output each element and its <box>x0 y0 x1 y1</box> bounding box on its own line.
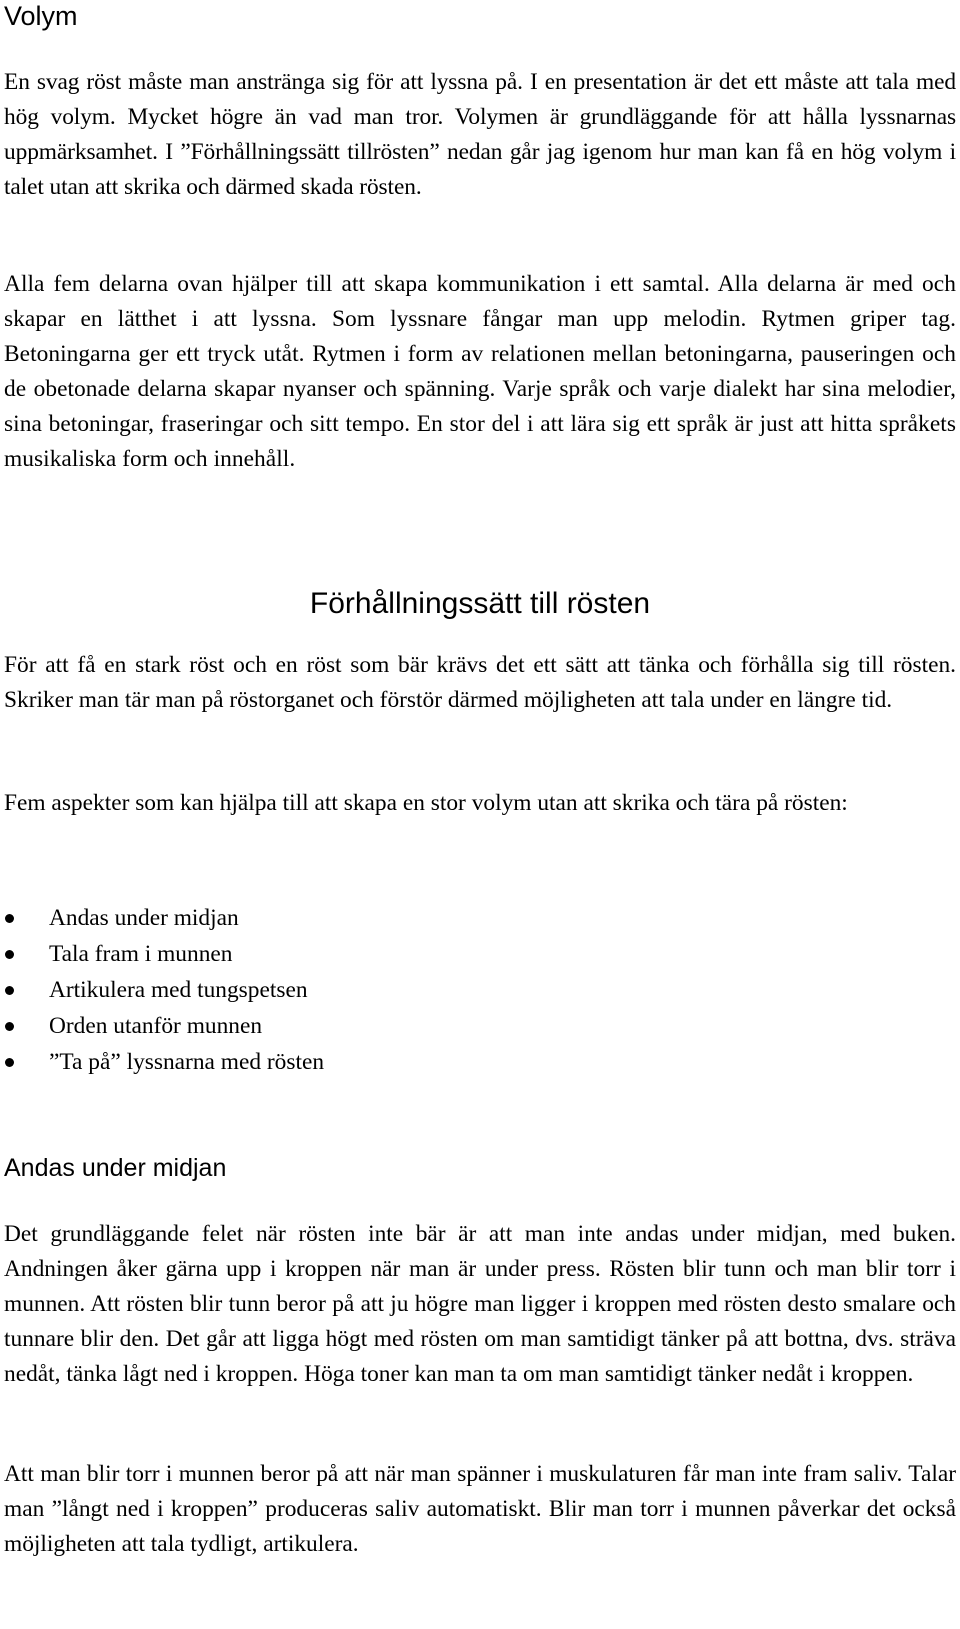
list-item <box>0 1044 324 1080</box>
section-title-andas: Andas under midjan <box>4 1154 227 1182</box>
section-title-forhallningssatt: Förhållningssätt till rösten <box>309 587 651 620</box>
list-item-text: Tala fram i munnen <box>49 941 233 967</box>
paragraph-forhallningssatt-aspects: Fem aspekter som kan hjälpa till att skapa en stor volym utan att skrika och tära på rösten: <box>4 790 848 816</box>
paragraph-andas-breathing: Det grundläggande felet när rösten inte bär är att man inte andas under midjan, med buken. Andningen åker gärna upp i kroppen när man är under press. Rösten blir tunn och man blir torr i munnen. Att rösten blir tunn beror på att ju högre man ligger i kroppen med rösten desto smalare och tunnare blir den. Det går att ligga högt med rösten om man samtidigt tänker på att bottna, dvs. sträva nedåt, tänka lågt ned i kroppen. Höga toner kan man ta om man samtidigt tänker nedåt i kroppen. <box>4 1221 956 1387</box>
bullet-dot-icon <box>5 1058 14 1067</box>
list-item-text: Orden utanför munnen <box>49 1013 263 1039</box>
section-title-volym: Volym <box>4 1 78 31</box>
list-item <box>0 1008 324 1044</box>
aspects-bullet-list <box>0 900 324 1080</box>
paragraph-volym-parts: Alla fem delarna ovan hjälper till att skapa kommunikation i ett samtal. Alla delarna är med och skapar en lätthet i att lyssna. Som lyssnare fångar man upp melodin. Rytmen griper tag. Betoningarna ger ett tryck utåt. Rytmen i form av relationen mellan betoningarna, pauseringen och de obetonade delarna skapar nyanser och spänning. Varje språk och varje dialekt har sina melodier, sina betoningar, fraseringar och sitt tempo. En stor del i att lära sig ett språk är just att hitta språkets musikaliska form och innehåll. <box>4 271 956 472</box>
list-item <box>0 900 324 936</box>
bullet-dot-icon <box>5 986 14 995</box>
paragraph-andas-dry-mouth: Att man blir torr i munnen beror på att när man spänner i muskulaturen får man inte fram saliv. Talar man ”långt ned i kroppen” produceras saliv automatiskt. Blir man torr i munnen påverkar det också möjligheten att tala tydligt, artikulera. <box>4 1461 956 1557</box>
bullet-dot-icon <box>5 914 14 923</box>
list-item-text: Andas under midjan <box>49 905 239 931</box>
list-item <box>0 936 324 972</box>
list-item-text: ”Ta på” lyssnarna med rösten <box>49 1049 325 1075</box>
list-item <box>0 972 324 1008</box>
paragraph-volym-intro: En svag röst måste man anstränga sig för att lyssna på. I en presentation är det ett måste att tala med hög volym. Mycket högre än vad man tror. Volymen är grundläggande för att hålla lyssnarnas uppmärksamhet. I ”Förhållningssätt tillrösten” nedan går jag igenom hur man kan få en hög volym i talet utan att skrika och därmed skada rösten. <box>4 69 956 200</box>
bullet-dot-icon <box>5 1022 14 1031</box>
paragraph-forhallningssatt-intro: För att få en stark röst och en röst som bär krävs det ett sätt att tänka och förhålla sig till rösten. Skriker man tär man på röstorganet och förstör därmed möjligheten att tala under en längre tid. <box>4 652 956 713</box>
list-item-text: Artikulera med tungspetsen <box>49 977 308 1003</box>
bullet-dot-icon <box>5 950 14 959</box>
